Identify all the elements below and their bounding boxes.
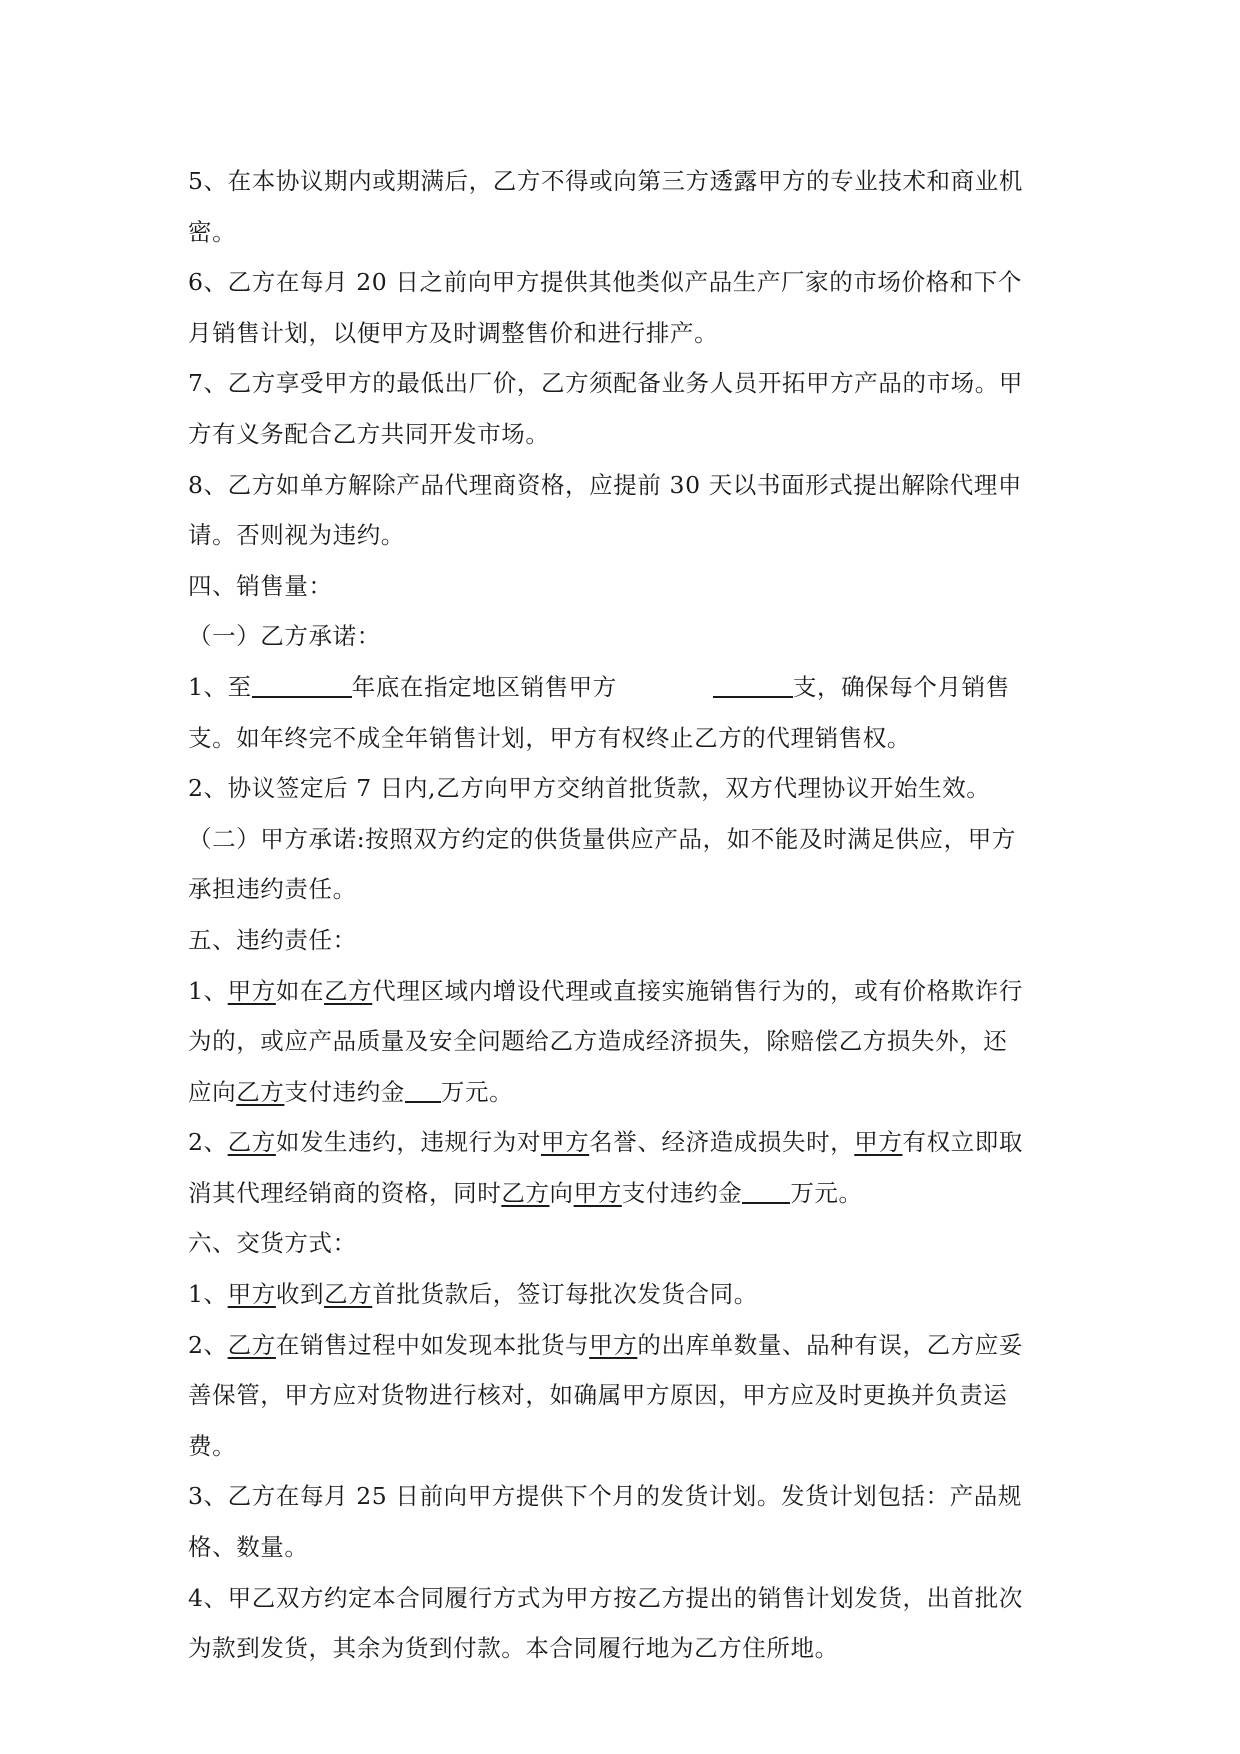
text-line (188, 1320, 1052, 1371)
clause-6 (188, 257, 1052, 358)
text-line: 支。如年终完不成全年销售计划，甲方有权终止乙方的代理销售权。 (188, 723, 911, 752)
section-6-item-3 (188, 1471, 1052, 1572)
text-segment: 收到 (275, 1280, 325, 1309)
section-4-subheading-1 (188, 611, 1052, 662)
text-segment: 年底在指定地区销售甲方 (351, 672, 617, 701)
text-segment: 的出库单数量、品种有误，乙方应妥 (637, 1330, 1023, 1359)
section-4-item-2 (188, 763, 1052, 814)
text-segment: 1、至 (188, 672, 252, 701)
blank-quantity-field (713, 671, 793, 698)
party-a-underlined: 甲方 (573, 1178, 622, 1207)
party-b-underlined: 乙方 (227, 1128, 276, 1157)
section-6-item-1 (188, 1269, 1052, 1320)
text-segment: 代理区域内增设代理或直接实施销售行为的，或有价格欺诈行 (372, 976, 1023, 1005)
text-segment: 有权立即取 (902, 1128, 1023, 1157)
party-b-underlined: 乙方 (236, 1077, 285, 1106)
section-heading: 五、违约责任： (188, 925, 357, 954)
section-5-heading (188, 915, 1052, 966)
section-5-item-2 (188, 1117, 1052, 1218)
blank-penalty-field (405, 1076, 441, 1103)
text-line: 5、在本协议期内或期满后，乙方不得或向第三方透露甲方的专业技术和商业机 (188, 167, 1023, 195)
party-a-underlined: 甲方 (589, 1330, 638, 1359)
party-b-underlined: 乙方 (324, 1280, 373, 1309)
clause-8 (188, 460, 1052, 561)
text-segment: 1、 (188, 1280, 228, 1309)
text-segment: 向 (549, 1178, 574, 1207)
section-6-item-4 (188, 1573, 1052, 1674)
blank-penalty-field (742, 1177, 790, 1204)
party-b-underlined: 乙方 (501, 1178, 550, 1207)
text-line: 3、乙方在每月 25 日前向甲方提供下个月的发货计划。发货计划包括：产品规 (188, 1482, 1022, 1511)
text-line (188, 662, 1052, 713)
text-line: 请。否则视为违约。 (188, 521, 405, 550)
text-line: 密。 (188, 217, 237, 246)
document-page (188, 156, 1052, 1674)
section-heading: 四、销售量： (188, 571, 333, 600)
party-a-underlined: 甲方 (854, 1128, 903, 1157)
text-line (188, 1168, 1052, 1219)
party-b-underlined: 乙方 (324, 976, 373, 1005)
text-segment: 首批货款后，签订每批次发货合同。 (372, 1280, 758, 1309)
text-segment: 消其代理经销商的资格，同时 (188, 1178, 502, 1207)
text-line: 承担违约责任。 (188, 875, 357, 904)
text-line: 方有义务配合乙方共同开发市场。 (188, 419, 550, 448)
text-line: 6、乙方在每月 20 日之前向甲方提供其他类似产品生产厂家的市场价格和下个 (188, 268, 1022, 297)
clause-5 (188, 156, 1052, 257)
text-segment: 应向 (188, 1077, 237, 1106)
text-segment: 支，确保每个月销售 (792, 672, 1010, 701)
text-line: 月销售计划，以便甲方及时调整售价和进行排产。 (188, 318, 719, 347)
text-line: 格、数量。 (188, 1533, 309, 1562)
text-line (188, 1269, 1052, 1320)
text-line: 8、乙方如单方解除产品代理商资格，应提前 30 天以书面形式提出解除代理申 (188, 470, 1022, 499)
section-6-item-2 (188, 1320, 1052, 1472)
section-4-item-1 (188, 662, 1052, 763)
text-line: 7、乙方享受甲方的最低出厂价，乙方须配备业务人员开拓甲方产品的市场。甲 (188, 369, 1023, 398)
text-line: 为的，或应产品质量及安全问题给乙方造成经济损失，除赔偿乙方损失外，还 (188, 1027, 1008, 1056)
text-segment: 2、 (188, 1330, 228, 1359)
text-line: 为款到发货，其余为货到付款。本合同履行地为乙方住所地。 (188, 1634, 839, 1663)
clause-7 (188, 358, 1052, 459)
text-line (188, 1117, 1052, 1168)
party-b-underlined: 乙方 (227, 1330, 276, 1359)
text-line (188, 966, 1052, 1017)
section-4-subheading-2 (188, 814, 1052, 915)
section-6-heading (188, 1218, 1052, 1269)
text-segment: 在销售过程中如发现本批货与 (275, 1330, 590, 1359)
text-segment: 万元。 (790, 1178, 863, 1207)
text-segment: 名誉、经济造成损失时， (589, 1128, 855, 1157)
party-a-underlined: 甲方 (227, 1280, 276, 1309)
subheading: （一）乙方承诺： (188, 622, 381, 651)
text-line: 4、甲乙双方约定本合同履行方式为甲方按乙方提出的销售计划发货，出首批次 (188, 1583, 1023, 1612)
text-segment: 如在 (275, 976, 325, 1005)
text-segment: 支付违约金 (621, 1178, 743, 1207)
blank-year-field (252, 671, 352, 698)
section-heading: 六、交货方式： (188, 1229, 357, 1258)
text-segment: 支付违约金 (284, 1077, 405, 1106)
section-5-item-1 (188, 966, 1052, 1118)
party-a-underlined: 甲方 (540, 1128, 590, 1157)
text-segment: 2、 (188, 1128, 228, 1157)
text-line: 费。 (188, 1431, 237, 1460)
section-4-heading (188, 561, 1052, 612)
party-a-underlined: 甲方 (227, 976, 276, 1005)
text-segment: 1、 (188, 976, 228, 1005)
text-segment: 万元。 (440, 1077, 514, 1106)
text-segment: 如发生违约，违规行为对 (275, 1128, 541, 1157)
text-line: 2、协议签定后 7 日内,乙方向甲方交纳首批货款，双方代理协议开始生效。 (188, 774, 991, 803)
text-line: 善保管，甲方应对货物进行核对，如确属甲方原因，甲方应及时更换并负责运 (188, 1381, 1008, 1410)
text-line (188, 1067, 1052, 1118)
text-line: （二）甲方承诺:按照双方约定的供货量供应产品，如不能及时满足供应，甲方 (188, 824, 1016, 853)
